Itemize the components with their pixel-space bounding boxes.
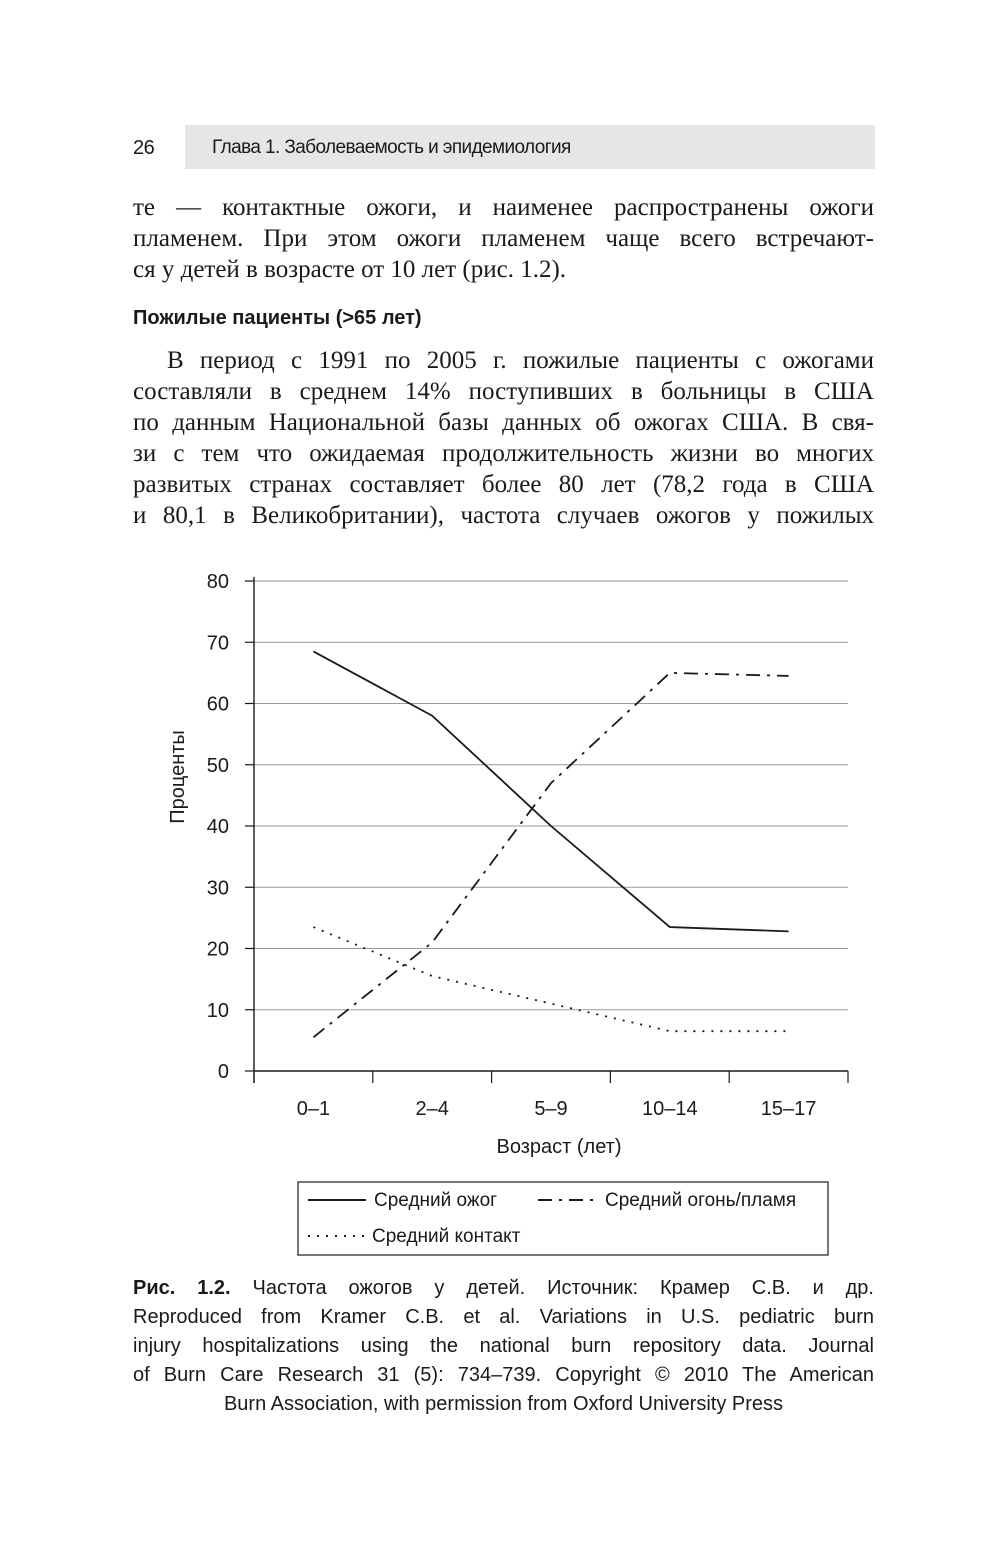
text-line: зи с тем что ожидаемая продолжительность жизни во многих [133,440,874,467]
y-tick-label: 40 [206,816,229,838]
text-line: пламенем. При этом ожоги пламенем чаще всего встречают- [133,225,874,252]
grid-lines [254,581,848,1010]
body-paragraph [133,345,874,531]
text-line: составляли в среднем 14% поступивших в больницы в США [133,378,874,405]
caption-label: Рис. 1.2. [133,1277,231,1299]
axes [207,571,848,1120]
x-tick-label: 2–4 [415,1098,449,1120]
text-line: В период с 1991 по 2005 г. пожилые пациенты с ожогами [167,347,874,374]
y-tick-label: 20 [206,938,229,961]
series-line-dashdot [313,673,788,1037]
legend-label-fire: Средний огонь/пламя [605,1190,797,1211]
burn-frequency-line-chart [0,540,1000,1270]
section-heading: Пожилые пациенты (>65 лет) [133,307,422,329]
caption-text: Частота ожогов у детей. Источник: Крамер С.В. и др. [252,1277,874,1299]
text-line: развитых странах составляет более 80 лет (78,2 года в США [133,471,874,498]
x-axis-label: Возраст (лет) [496,1136,622,1158]
legend-label-burn: Средний ожог [374,1190,498,1211]
data-series [313,651,788,1037]
text-line: ся у детей в возрасте от 10 лет (рис. 1.2). [133,256,567,283]
text-line: те — контактные ожоги, и наименее распространены ожоги [133,194,874,221]
caption-line: Reproduced from Kramer C.B. et al. Variations in U.S. pediatric burn [133,1306,874,1328]
series-line-solid [313,651,788,931]
caption-line: Burn Association, with permission from Oxford University Press [223,1393,784,1415]
y-axis-label: Проценты [167,730,189,824]
x-tick-label: 5–9 [534,1098,568,1120]
text-line: и 80,1 в Великобритании), частота случаев ожогов у пожилых [133,502,874,529]
y-tick-label: 50 [206,754,229,777]
legend-label-contact: Средний контакт [372,1226,521,1247]
y-tick-label: 70 [206,632,229,655]
x-tick-label: 0–1 [296,1098,331,1120]
y-tick-label: 80 [206,571,229,593]
figure-caption [133,1274,874,1419]
x-tick-label: 15–17 [760,1098,817,1120]
text-line: по данным Национальной базы данных об ожогах США. В свя- [133,409,874,436]
caption-line: of Burn Care Research 31 (5): 734–739. Copyright © 2010 The American [133,1364,874,1386]
chapter-title: Глава 1. Заболеваемость и эпидемиология [212,137,571,158]
x-tick-label: 10–14 [641,1098,698,1120]
caption-line: injury hospitalizations using the national burn repository data. Journal [133,1335,874,1357]
y-tick-label: 10 [206,999,229,1022]
intro-paragraph [133,192,874,285]
caption-line [133,1274,874,1303]
page-number: 26 [133,137,155,159]
y-tick-label: 30 [206,877,229,900]
series-line-dotted [313,927,788,1031]
y-tick-label: 60 [206,693,229,716]
chart-legend [298,1182,828,1255]
y-tick-label: 0 [217,1061,229,1083]
